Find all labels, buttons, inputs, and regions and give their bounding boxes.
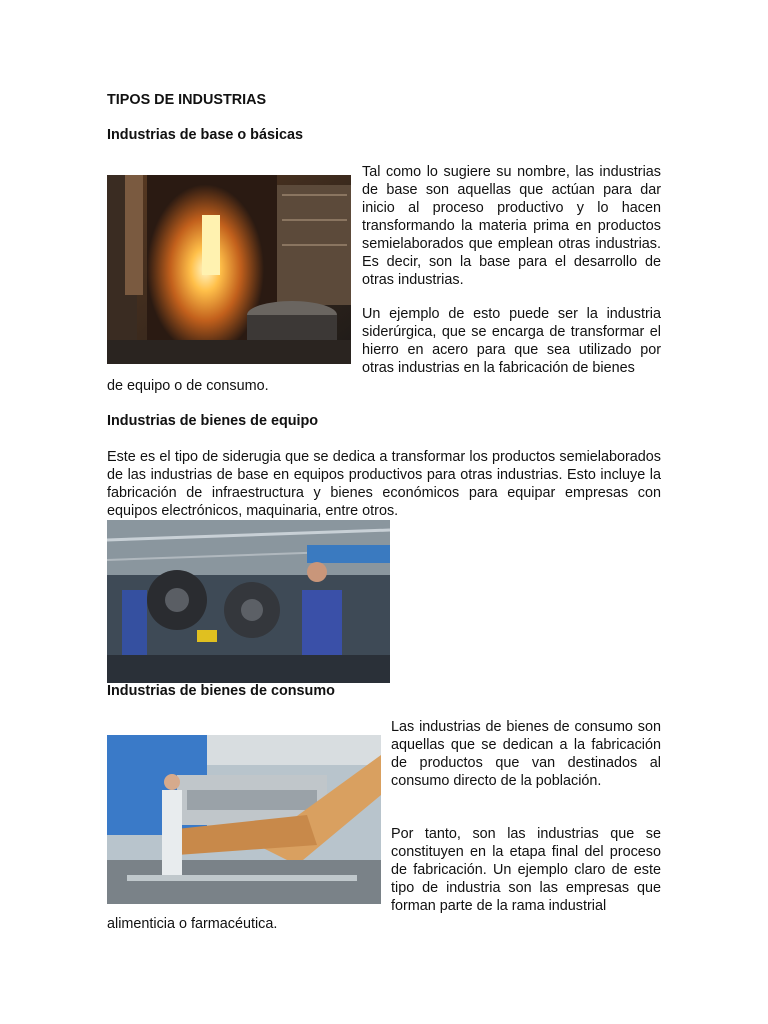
- engine-assembly-line-photo: [107, 520, 390, 683]
- bakery-production-line-photo: [107, 735, 381, 904]
- paragraph-consumo-2: Por tanto, son las industrias que se constituyen en la etapa final del proceso de fabricación. Un ejemplo claro de este tipo de industria son las empresas que forman parte de la rama industrial: [391, 826, 661, 914]
- paragraph-base-2: Un ejemplo de esto puede ser la industria siderúrgica, que se encarga de transformar el hierro en acero para que sea utilizado por otras industrias en la fabricación de bienes: [362, 306, 661, 376]
- paragraph-equipo-1: Este es el tipo de siderugia que se dedica a transformar los productos semielaborados de las industrias de base en equipos productivos para otras industrias. Esto incluye la fabricación de infraestructura y bienes económicos para equipar empresas con equipos electrónicos, maquinaria, entre otros.: [107, 449, 661, 519]
- section-heading-equipo: Industrias de bienes de equipo: [107, 413, 319, 429]
- paragraph-consumo-1: Las industrias de bienes de consumo son aquellas que se dedican a la fabricación de productos que van destinados al consumo directo de la población.: [391, 719, 661, 789]
- paragraph-base-3: de equipo o de consumo.: [107, 378, 269, 394]
- document-title: TIPOS DE INDUSTRIAS: [107, 92, 267, 108]
- section-heading-base: Industrias de base o básicas: [107, 127, 303, 143]
- paragraph-base-1: Tal como lo sugiere su nombre, las industrias de base son aquellas que actúan para dar inicio al proceso productivo y lo hacen transformando la materia prima en productos semielaborados que emplean otras industrias. Es decir, son la base para el desarrollo de otras industrias.: [362, 164, 661, 288]
- steel-foundry-photo: [107, 175, 351, 364]
- paragraph-consumo-3: alimenticia o farmacéutica.: [107, 916, 278, 932]
- section-heading-consumo: Industrias de bienes de consumo: [107, 683, 335, 699]
